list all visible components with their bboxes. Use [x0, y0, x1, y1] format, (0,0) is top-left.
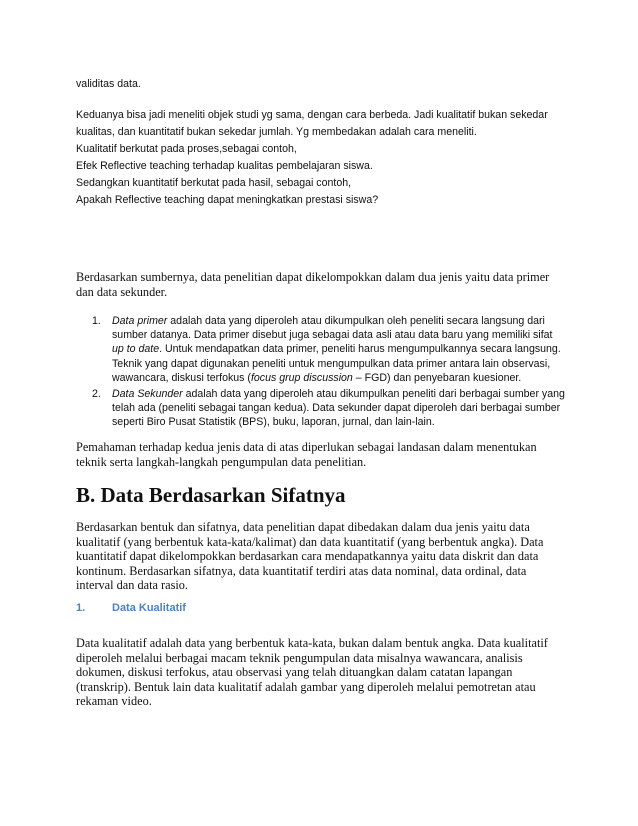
source-intro-paragraph — [76, 270, 576, 299]
sub-heading-qualitative — [76, 600, 186, 616]
term-focus-group: focus grup discussion — [250, 371, 353, 384]
list-item-secondary-data — [76, 387, 566, 430]
text-line: dan data sekunder. — [76, 284, 168, 299]
term-up-to-date: up to date — [112, 343, 160, 356]
text-line: Keduanya bisa jadi meneliti objek studi yg sama, dengan cara berbeda. Jadi kualitatif bukan sekedar — [76, 109, 548, 121]
text-line: Apakah Reflective teaching dapat meningkatkan prestasi siswa? — [76, 194, 379, 206]
text-line: kualitas, dan kuantitatif bukan sekedar jumlah. Yg membedakan adalah cara meneliti. — [76, 126, 477, 138]
text-line: sumber datanya. Data primer disebut juga sebagai data asli atau data baru yang memiliki sifat — [112, 329, 553, 342]
text-run: wawancara, diskusi terfokus ( — [112, 371, 251, 384]
list-item-primary-data — [76, 314, 566, 385]
text-line: Kualitatif berkutat pada proses,sebagai contoh, — [76, 143, 297, 155]
text-run: adalah data yang diperoleh atau dikumpulkan oleh peneliti secara langsung dari — [167, 315, 545, 327]
section-heading-b: B. Data Berdasarkan Sifatnya — [76, 483, 346, 507]
text-run: – FGD) dan penyebaran kuesioner. — [352, 371, 522, 384]
text-line: (transkrip). Bentuk lain data kualitatif adalah gambar yang diperoleh melalui pemotretan atau — [76, 679, 536, 694]
text-line: dokumen, diskusi terfokus, atau observasi yang telah dituangkan dalam catatan lapangan — [76, 665, 513, 679]
text-line: diperoleh melalui berbagai macam teknik pengumpulan data misalnya wawancara, analisis — [76, 650, 523, 665]
text-line — [112, 342, 566, 356]
text-line — [112, 387, 566, 401]
text-line: seperti Biro Pusat Statistik (BPS), buku, laporan, jurnal, dan lain-lain. — [112, 416, 435, 429]
qualitative-paragraph — [76, 636, 566, 709]
text-line: kualitatif (yang berbentuk kata-kata/kalimat) dan data kuantitatif (yang berbentuk angka). Data — [76, 534, 544, 549]
text-line: Pemahaman terhadap kedua jenis data di atas diperlukan sebagai landasan dalam menentukan — [76, 440, 537, 454]
text-line: kontinum. Berdasarkan sifatnya, data kuantitatif terdiri atas data nominal, data ordinal, data — [76, 563, 527, 578]
term-primary-data: Data primer — [112, 315, 168, 327]
text-line: rekaman video. — [76, 694, 152, 708]
text-line: Efek Reflective teaching terhadap kualitas pembelajaran siswa. — [76, 160, 373, 172]
list-number: 2. — [92, 388, 101, 401]
text-run: . Untuk mendapatkan data primer, peneliti harus mengumpulkannya secara langsung. — [159, 343, 561, 356]
text-line: teknik serta langkah-langkah pengumpulan data penelitian. — [76, 454, 367, 469]
nature-intro-paragraph — [76, 520, 566, 593]
sub-heading-label: Data Kualitatif — [112, 602, 186, 614]
text-line: kuantitatif dapat dikelompokkan berdasarkan cara mendapatkannya yaitu data diskrit dan data — [76, 549, 539, 563]
text-line: Berdasarkan bentuk dan sifatnya, data penelitian dapat dibedakan dalam dua jenis yaitu data — [76, 520, 530, 534]
understanding-paragraph — [76, 440, 566, 469]
text-line: interval dan data rasio. — [76, 578, 188, 592]
text-line: telah ada (peneliti sebagai tangan kedua). Data sekunder dapat diperoleh dari berbagai sumber — [112, 402, 561, 415]
text-line: Berdasarkan sumbernya, data penelitian dapat dikelompokkan dalam dua jenis yaitu data primer — [76, 270, 550, 284]
text-line: Data kualitatif adalah data yang berbentuk kata-kata, bukan dalam bentuk angka. Data kualitatif — [76, 636, 548, 650]
comparison-paragraph — [76, 107, 566, 209]
data-source-list — [76, 314, 566, 432]
text-line — [112, 371, 566, 385]
text-line — [112, 314, 566, 328]
top-fragment-text — [76, 76, 566, 93]
text-run: adalah data yang diperoleh atau dikumpulkan peneliti dari berbagai sumber yang — [182, 388, 565, 401]
text-line: Sedangkan kuantitatif berkutat pada hasil, sebagai contoh, — [76, 177, 352, 189]
sub-heading-number: 1. — [76, 602, 86, 614]
list-number: 1. — [92, 315, 101, 327]
term-secondary-data: Data Sekunder — [112, 388, 183, 401]
text-line: validitas data. — [76, 78, 141, 90]
text-line: Teknik yang dapat digunakan peneliti untuk mengumpulkan data primer antara lain observasi, — [112, 357, 551, 370]
